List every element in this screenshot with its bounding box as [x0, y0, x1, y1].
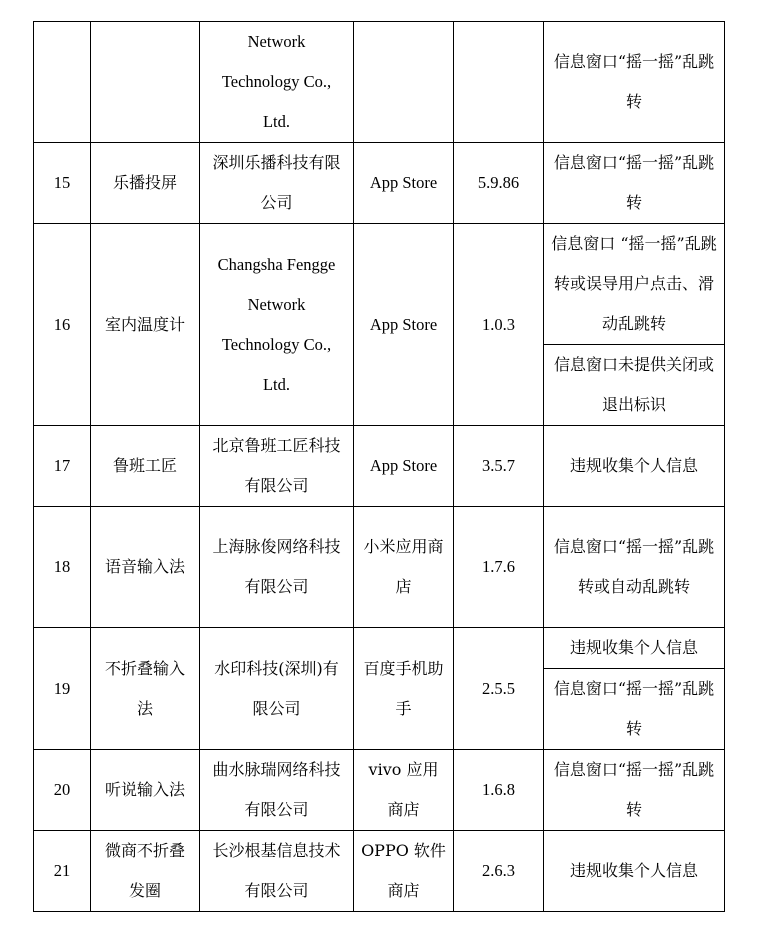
row-number-cell: 19 — [34, 628, 91, 750]
row-number-cell: 17 — [34, 426, 91, 507]
developer-cell: 北京鲁班工匠科技有限公司 — [200, 426, 354, 507]
row-number-cell — [34, 22, 91, 143]
developer-cell: 曲水脉瑞网络科技有限公司 — [200, 750, 354, 831]
row-number-cell: 20 — [34, 750, 91, 831]
app-name-cell — [91, 22, 200, 143]
version-cell: 2.5.5 — [454, 628, 544, 750]
version-cell: 3.5.7 — [454, 426, 544, 507]
store-cell: vivo 应用商店 — [354, 750, 454, 831]
issue-cell: 违规收集个人信息 — [544, 628, 725, 669]
app-name-cell: 不折叠输入法 — [91, 628, 200, 750]
store-cell: App Store — [354, 143, 454, 224]
issue-cell: 违规收集个人信息 — [544, 831, 725, 912]
developer-cell: 深圳乐播科技有限公司 — [200, 143, 354, 224]
table-row — [34, 224, 725, 345]
issue-cell: 信息窗口“摇一摇”乱跳转或自动乱跳转 — [544, 507, 725, 628]
version-cell — [454, 22, 544, 143]
version-cell: 1.0.3 — [454, 224, 544, 426]
store-cell: 小米应用商店 — [354, 507, 454, 628]
store-cell: OPPO 软件商店 — [354, 831, 454, 912]
table-row — [34, 628, 725, 669]
developer-cell: Network Technology Co., Ltd. — [200, 22, 354, 143]
issue-cell: 信息窗口“摇一摇”乱跳转 — [544, 669, 725, 750]
version-cell: 5.9.86 — [454, 143, 544, 224]
version-cell: 1.7.6 — [454, 507, 544, 628]
app-name-cell: 鲁班工匠 — [91, 426, 200, 507]
app-name-cell: 室内温度计 — [91, 224, 200, 426]
table-row — [34, 426, 725, 507]
table-row — [34, 22, 725, 143]
issue-cell: 信息窗口“摇一摇”乱跳转 — [544, 143, 725, 224]
app-name-cell: 微商不折叠发圈 — [91, 831, 200, 912]
developer-cell: 长沙根基信息技术有限公司 — [200, 831, 354, 912]
version-cell: 1.6.8 — [454, 750, 544, 831]
table-row — [34, 507, 725, 628]
row-number-cell: 21 — [34, 831, 91, 912]
issue-cell: 信息窗口未提供关闭或退出标识 — [544, 345, 725, 426]
row-number-cell: 16 — [34, 224, 91, 426]
store-cell — [354, 22, 454, 143]
app-name-cell: 听说输入法 — [91, 750, 200, 831]
table-row — [34, 831, 725, 912]
store-cell: App Store — [354, 224, 454, 426]
table-row — [34, 750, 725, 831]
app-name-cell: 语音输入法 — [91, 507, 200, 628]
app-violation-table — [33, 21, 725, 912]
app-name-cell: 乐播投屏 — [91, 143, 200, 224]
issue-cell: 信息窗口“摇一摇”乱跳转 — [544, 22, 725, 143]
version-cell: 2.6.3 — [454, 831, 544, 912]
issue-cell: 信息窗口 “摇一摇”乱跳转或误导用户点击、滑动乱跳转 — [544, 224, 725, 345]
issue-cell: 违规收集个人信息 — [544, 426, 725, 507]
table-row — [34, 143, 725, 224]
store-cell: App Store — [354, 426, 454, 507]
row-number-cell: 15 — [34, 143, 91, 224]
row-number-cell: 18 — [34, 507, 91, 628]
developer-cell: Changsha Fengge Network Technology Co., Ltd. — [200, 224, 354, 426]
store-cell: 百度手机助手 — [354, 628, 454, 750]
developer-cell: 上海脉俊网络科技有限公司 — [200, 507, 354, 628]
developer-cell: 水印科技(深圳)有限公司 — [200, 628, 354, 750]
issue-cell: 信息窗口“摇一摇”乱跳转 — [544, 750, 725, 831]
